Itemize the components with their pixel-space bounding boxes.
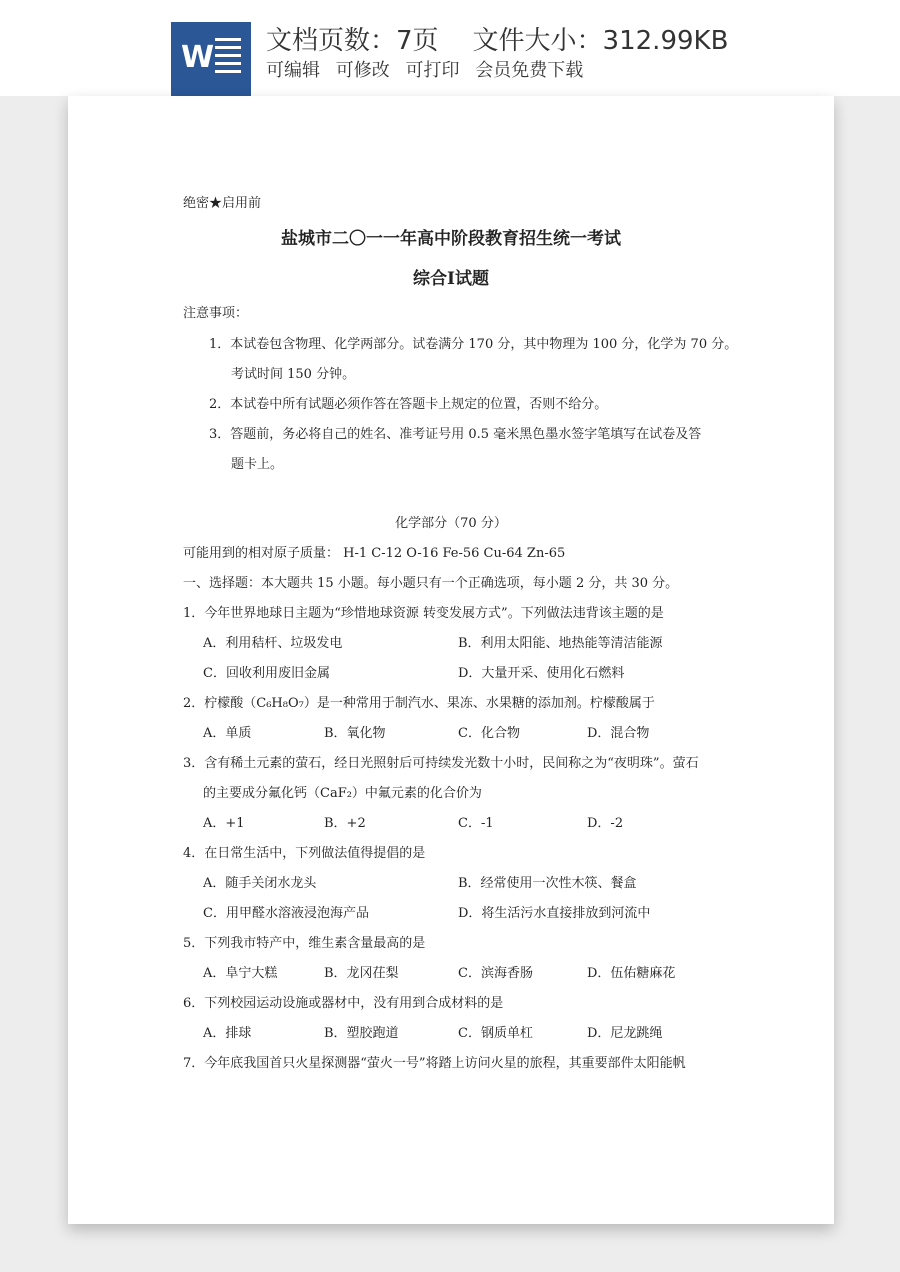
q1-option-b: B．利用太阳能、地热能等清洁能源 bbox=[458, 636, 663, 651]
part-one-heading: 一、选择题：本大题共 15 小题。每小题只有一个正确选项，每小题 2 分，共 30 分。 bbox=[183, 576, 679, 591]
question-6: 6．下列校园运动设施或器材中，没有用到合成材料的是 bbox=[183, 996, 504, 1011]
notice-3-cont: 题卡上。 bbox=[231, 457, 284, 472]
q4-option-a: A．随手关闭水龙头 bbox=[203, 876, 317, 891]
exam-title: 盐城市二〇一一年高中阶段教育招生统一考试 bbox=[281, 229, 621, 249]
notice-1: 1．本试卷包含物理、化学两部分。试卷满分 170 分，其中物理为 100 分，化学为 70 分。 bbox=[209, 337, 738, 352]
q4-option-b: B．经常使用一次性木筷、餐盒 bbox=[458, 876, 637, 891]
word-icon-letter: W bbox=[181, 40, 215, 75]
q6-option-c: C．钢质单杠 bbox=[458, 1026, 533, 1041]
q6-option-a: A．排球 bbox=[203, 1026, 252, 1041]
file-size: 文件大小：312.99KB bbox=[472, 26, 729, 56]
q4-option-c: C．用甲醛水溶液浸泡海产品 bbox=[203, 906, 369, 921]
word-document-icon bbox=[171, 22, 251, 96]
q1-option-d: D．大量开采、使用化石燃料 bbox=[458, 666, 625, 681]
q2-option-c: C．化合物 bbox=[458, 726, 520, 741]
section-title: 化学部分（70 分） bbox=[395, 516, 507, 531]
question-7: 7．今年底我国首只火星探测器“萤火一号”将踏上访问火星的旅程，其重要部件太阳能帆 bbox=[183, 1056, 686, 1071]
q5-option-d: D．伍佑糖麻花 bbox=[587, 966, 676, 981]
q3-option-d: D．-2 bbox=[587, 816, 624, 831]
question-3-cont: 的主要成分氟化钙（CaF₂）中氟元素的化合价为 bbox=[203, 786, 482, 801]
q2-option-a: A．单质 bbox=[203, 726, 252, 741]
question-1: 1．今年世界地球日主题为“珍惜地球资源 转变发展方式”。下列做法违背该主题的是 bbox=[183, 606, 664, 621]
q3-option-b: B．+2 bbox=[324, 816, 366, 831]
word-icon-lines bbox=[215, 38, 241, 78]
q2-option-b: B．氧化物 bbox=[324, 726, 386, 741]
exam-subtitle: 综合Ⅰ试题 bbox=[413, 269, 489, 289]
question-3: 3．含有稀土元素的萤石，经日光照射后可持续发光数十小时，民间称之为“夜明珠”。萤石 bbox=[183, 756, 699, 771]
atomic-masses: 可能用到的相对原子质量： H-1 C-12 O-16 Fe-56 Cu-64 Zn-65 bbox=[183, 546, 566, 561]
q5-option-a: A．阜宁大糕 bbox=[203, 966, 278, 981]
tag-editable: 可编辑 bbox=[266, 60, 320, 81]
q6-option-d: D．尼龙跳绳 bbox=[587, 1026, 663, 1041]
q4-option-d: D．将生活污水直接排放到河流中 bbox=[458, 906, 651, 921]
notice-2: 2．本试卷中所有试题必须作答在答题卡上规定的位置，否则不给分。 bbox=[209, 397, 608, 412]
question-2: 2．柠檬酸（C₆H₈O₇）是一种常用于制汽水、果冻、水果糖的添加剂。柠檬酸属于 bbox=[183, 696, 655, 711]
file-info bbox=[266, 20, 728, 57]
secret-label: 绝密★启用前 bbox=[183, 196, 262, 211]
q1-option-a: A．利用秸杆、垃圾发电 bbox=[203, 636, 343, 651]
tag-modifiable: 可修改 bbox=[335, 60, 390, 81]
notice-3: 3．答题前，务必将自己的姓名、准考证号用 0.5 毫米黑色墨水签字笔填写在试卷及答 bbox=[209, 427, 702, 442]
page-count: 文档页数：7页 bbox=[266, 26, 439, 56]
q1-option-c: C．回收利用废旧金属 bbox=[203, 666, 330, 681]
header-banner bbox=[0, 0, 900, 96]
tag-printable: 可打印 bbox=[405, 60, 460, 81]
feature-tags bbox=[266, 56, 593, 82]
question-4: 4．在日常生活中，下列做法值得提倡的是 bbox=[183, 846, 426, 861]
q2-option-d: D．混合物 bbox=[587, 726, 650, 741]
tag-free-download: 会员免费下载 bbox=[475, 60, 584, 81]
q6-option-b: B．塑胶跑道 bbox=[324, 1026, 399, 1041]
q3-option-a: A．+1 bbox=[203, 816, 245, 831]
notice-1-cont: 考试时间 150 分钟。 bbox=[231, 367, 356, 382]
document-page bbox=[68, 96, 834, 1224]
notice-header: 注意事项： bbox=[183, 306, 249, 321]
q5-option-b: B．龙冈茌梨 bbox=[324, 966, 399, 981]
q5-option-c: C．滨海香肠 bbox=[458, 966, 533, 981]
q3-option-c: C．-1 bbox=[458, 816, 494, 831]
question-5: 5．下列我市特产中，维生素含量最高的是 bbox=[183, 936, 426, 951]
